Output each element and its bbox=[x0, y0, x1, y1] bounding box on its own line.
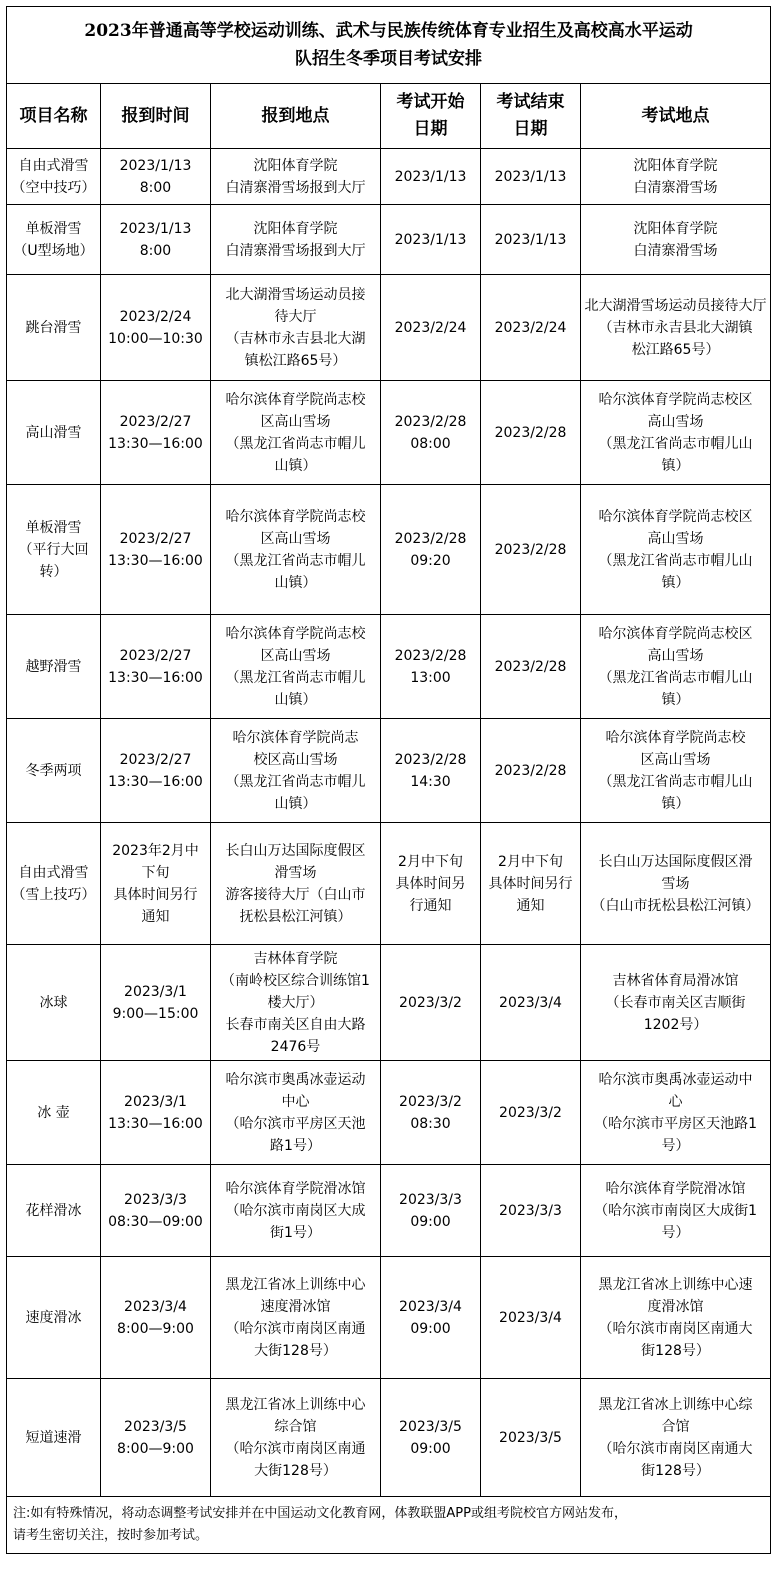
cell-exam-location bbox=[581, 615, 771, 719]
cell-text: 区高山雪场 bbox=[260, 530, 331, 547]
cell-text: 2023/2/27 bbox=[119, 413, 192, 430]
cell-exam-end-date bbox=[481, 719, 581, 823]
cell-project-name bbox=[7, 945, 101, 1061]
cell-text: （黑龙江省尚志市帽儿山 bbox=[598, 552, 753, 569]
header-row bbox=[7, 84, 771, 149]
header-text: 考试开始 bbox=[396, 92, 465, 112]
footnote bbox=[7, 1497, 771, 1554]
cell-exam-start-date bbox=[381, 945, 481, 1061]
cell-text: （平行大回 bbox=[18, 541, 89, 558]
cell-text: 区高山雪场 bbox=[260, 413, 331, 430]
cell-text: 花样滑冰 bbox=[25, 1202, 82, 1219]
cell-text: 镇） bbox=[661, 795, 690, 812]
cell-checkin-time bbox=[101, 485, 211, 615]
cell-text: （黑龙江省尚志市帽儿山 bbox=[598, 435, 753, 452]
cell-text: 09:00 bbox=[410, 1213, 451, 1230]
cell-text: 2023/2/27 bbox=[119, 530, 192, 547]
table-row bbox=[7, 485, 771, 615]
table-row bbox=[7, 1257, 771, 1379]
cell-text: （空中技巧） bbox=[11, 179, 96, 196]
cell-exam-location bbox=[581, 275, 771, 381]
cell-text: 哈尔滨体育学院滑冰馆 bbox=[605, 1180, 746, 1197]
cell-text: 度滑冰馆 bbox=[647, 1298, 704, 1315]
cell-text: 13:30—16:00 bbox=[108, 773, 203, 790]
cell-text: 哈尔滨体育学院尚志 bbox=[232, 729, 359, 746]
header-exam-end-date bbox=[481, 84, 581, 149]
cell-checkin-time bbox=[101, 275, 211, 381]
cell-checkin-location bbox=[211, 615, 381, 719]
cell-text: 2023/3/3 bbox=[399, 1191, 462, 1208]
cell-text: 2023/3/1 bbox=[124, 1093, 187, 1110]
cell-text: 2023/3/4 bbox=[499, 994, 562, 1011]
cell-project-name bbox=[7, 485, 101, 615]
cell-text: 2023/1/13 bbox=[119, 220, 192, 237]
cell-checkin-time bbox=[101, 381, 211, 485]
header-project-name bbox=[7, 84, 101, 149]
cell-text: （哈尔滨市平房区天池路1 bbox=[594, 1115, 757, 1132]
cell-exam-start-date bbox=[381, 275, 481, 381]
cell-exam-start-date bbox=[381, 823, 481, 945]
cell-exam-location bbox=[581, 719, 771, 823]
cell-checkin-time bbox=[101, 1379, 211, 1497]
cell-text: 越野滑雪 bbox=[25, 658, 82, 675]
cell-project-name bbox=[7, 615, 101, 719]
cell-text: 街128号） bbox=[641, 1462, 710, 1479]
cell-text: （雪上技巧） bbox=[11, 886, 96, 903]
cell-project-name bbox=[7, 719, 101, 823]
cell-exam-location bbox=[581, 1165, 771, 1257]
cell-checkin-time bbox=[101, 1257, 211, 1379]
cell-text: 8:00—9:00 bbox=[117, 1320, 194, 1337]
cell-exam-end-date bbox=[481, 1379, 581, 1497]
cell-text: （黑龙江省尚志市帽儿山 bbox=[598, 669, 753, 686]
title-line: 队招生冬季项目考试安排 bbox=[295, 49, 483, 69]
cell-text: 黑龙江省冰上训练中心 bbox=[225, 1276, 366, 1293]
cell-text: 松江路65号） bbox=[631, 341, 720, 358]
cell-text: 2023/2/28 bbox=[494, 541, 567, 558]
cell-text: 2023/1/13 bbox=[394, 231, 467, 248]
cell-project-name bbox=[7, 1379, 101, 1497]
cell-text: 心 bbox=[668, 1093, 683, 1110]
cell-text: （哈尔滨市南岗区南通大 bbox=[598, 1320, 753, 1337]
cell-text: 冰 壶 bbox=[37, 1104, 70, 1121]
cell-text: 高山雪场 bbox=[647, 530, 704, 547]
cell-text: 北大湖滑雪场运动员接 bbox=[225, 286, 366, 303]
cell-text: 13:30—16:00 bbox=[108, 669, 203, 686]
table-row bbox=[7, 823, 771, 945]
cell-text: 冰球 bbox=[39, 994, 68, 1011]
cell-text: 2023/2/28 bbox=[494, 762, 567, 779]
cell-text: 自由式滑雪 bbox=[18, 864, 89, 881]
cell-text: 哈尔滨体育学院尚志校区 bbox=[598, 625, 753, 642]
cell-checkin-location bbox=[211, 1257, 381, 1379]
cell-text: 白清寨滑雪场报到大厅 bbox=[225, 179, 366, 196]
cell-text: 2023/2/28 bbox=[394, 413, 467, 430]
cell-exam-end-date bbox=[481, 1061, 581, 1165]
footnote-line: 注:如有特殊情况，将动态调整考试安排并在中国运动文化教育网，体教联盟APP或组考院校官方网站发布， bbox=[13, 1506, 627, 1521]
table-row bbox=[7, 1379, 771, 1497]
cell-checkin-location bbox=[211, 945, 381, 1061]
header-text: 考试地点 bbox=[641, 105, 710, 126]
cell-text: 吉林体育学院 bbox=[253, 950, 338, 967]
cell-exam-start-date bbox=[381, 149, 481, 205]
cell-text: 2023/1/13 bbox=[494, 168, 567, 185]
table-row bbox=[7, 205, 771, 275]
cell-checkin-time bbox=[101, 615, 211, 719]
cell-text: 单板滑雪 bbox=[25, 220, 82, 237]
cell-text: 哈尔滨体育学院尚志校 bbox=[225, 625, 366, 642]
cell-text: 8:00 bbox=[139, 179, 172, 196]
cell-text: 沈阳体育学院 bbox=[633, 157, 718, 174]
cell-text: 吉林省体育局滑冰馆 bbox=[612, 972, 739, 989]
header-text: 报到地点 bbox=[261, 105, 330, 126]
cell-checkin-location bbox=[211, 1061, 381, 1165]
cell-text: 2023/2/28 bbox=[394, 751, 467, 768]
cell-text: （哈尔滨市南岗区南通 bbox=[225, 1440, 366, 1457]
table-row bbox=[7, 1165, 771, 1257]
cell-text: 镇松江路65号） bbox=[244, 352, 347, 369]
cell-exam-location bbox=[581, 205, 771, 275]
cell-checkin-time bbox=[101, 719, 211, 823]
cell-text: 通知 bbox=[516, 897, 545, 914]
cell-exam-end-date bbox=[481, 149, 581, 205]
cell-text: 跳台滑雪 bbox=[25, 319, 82, 336]
cell-exam-end-date bbox=[481, 1165, 581, 1257]
cell-text: 速度滑冰 bbox=[25, 1309, 82, 1326]
cell-exam-end-date bbox=[481, 205, 581, 275]
header-text: 报到时间 bbox=[121, 105, 190, 126]
cell-text: 中心 bbox=[281, 1093, 310, 1110]
cell-text: 区高山雪场 bbox=[640, 751, 711, 768]
cell-text: （白山市抚松县松江河镇） bbox=[591, 897, 760, 914]
cell-text: （南岭校区综合训练馆1 bbox=[221, 972, 370, 989]
cell-text: 短道速滑 bbox=[25, 1429, 82, 1446]
cell-checkin-time bbox=[101, 205, 211, 275]
header-checkin-time bbox=[101, 84, 211, 149]
cell-text: 09:00 bbox=[410, 1320, 451, 1337]
table-row bbox=[7, 719, 771, 823]
cell-text: 白清寨滑雪场报到大厅 bbox=[225, 242, 366, 259]
cell-text: 1202号） bbox=[643, 1016, 708, 1033]
cell-text: 大街128号） bbox=[254, 1462, 337, 1479]
header-text: 考试结束 bbox=[496, 92, 565, 112]
cell-project-name bbox=[7, 1061, 101, 1165]
cell-text: （哈尔滨市南岗区大成 bbox=[225, 1202, 366, 1219]
cell-exam-start-date bbox=[381, 1061, 481, 1165]
cell-text: （长春市南关区吉顺街 bbox=[605, 994, 746, 1011]
cell-exam-location bbox=[581, 485, 771, 615]
cell-text: 具体时间另行 bbox=[113, 886, 198, 903]
cell-text: 2023/3/1 bbox=[124, 983, 187, 1000]
cell-exam-start-date bbox=[381, 381, 481, 485]
cell-text: 哈尔滨体育学院尚志校 bbox=[605, 729, 746, 746]
cell-project-name bbox=[7, 205, 101, 275]
header-text: 项目名称 bbox=[19, 105, 88, 126]
cell-text: 2023/2/27 bbox=[119, 751, 192, 768]
header-checkin-location bbox=[211, 84, 381, 149]
cell-text: 区高山雪场 bbox=[260, 647, 331, 664]
cell-project-name bbox=[7, 1257, 101, 1379]
cell-text: 抚松县松江河镇） bbox=[239, 908, 352, 925]
cell-exam-start-date bbox=[381, 615, 481, 719]
cell-text: 街128号） bbox=[641, 1342, 710, 1359]
cell-text: 行通知 bbox=[409, 897, 452, 914]
cell-text: （吉林市永吉县北大湖镇 bbox=[598, 319, 753, 336]
cell-text: 2月中下旬 bbox=[398, 853, 463, 870]
cell-exam-location bbox=[581, 945, 771, 1061]
cell-text: 哈尔滨体育学院尚志校区 bbox=[598, 391, 753, 408]
cell-text: 13:00 bbox=[410, 669, 451, 686]
cell-text: （黑龙江省尚志市帽儿 bbox=[225, 669, 366, 686]
cell-text: 2023/1/13 bbox=[119, 157, 192, 174]
cell-project-name bbox=[7, 149, 101, 205]
cell-checkin-time bbox=[101, 149, 211, 205]
cell-text: 2023/3/2 bbox=[499, 1104, 562, 1121]
cell-text: 08:30 bbox=[410, 1115, 451, 1132]
cell-exam-start-date bbox=[381, 1165, 481, 1257]
cell-checkin-location bbox=[211, 485, 381, 615]
cell-text: 路1号） bbox=[270, 1137, 321, 1154]
cell-text: 合馆 bbox=[661, 1418, 690, 1435]
cell-text: 长春市南关区自由大路 bbox=[225, 1016, 366, 1033]
cell-text: 山镇） bbox=[274, 795, 317, 812]
cell-text: 速度滑冰馆 bbox=[260, 1298, 331, 1315]
cell-exam-location bbox=[581, 1061, 771, 1165]
page-title bbox=[7, 7, 771, 84]
cell-text: 街1号） bbox=[270, 1224, 321, 1241]
cell-text: 白清寨滑雪场 bbox=[633, 242, 718, 259]
cell-text: 10:00—10:30 bbox=[108, 330, 203, 347]
cell-exam-start-date bbox=[381, 485, 481, 615]
cell-project-name bbox=[7, 381, 101, 485]
header-text: 日期 bbox=[513, 119, 548, 139]
cell-text: 2023/3/4 bbox=[399, 1298, 462, 1315]
cell-text: （U型场地） bbox=[13, 242, 94, 259]
cell-text: 黑龙江省冰上训练中心 bbox=[225, 1396, 366, 1413]
cell-checkin-time bbox=[101, 945, 211, 1061]
cell-exam-location bbox=[581, 149, 771, 205]
cell-text: （黑龙江省尚志市帽儿 bbox=[225, 435, 366, 452]
cell-text: 沈阳体育学院 bbox=[253, 157, 338, 174]
cell-text: 下旬 bbox=[141, 864, 170, 881]
cell-text: 13:30—16:00 bbox=[108, 552, 203, 569]
cell-exam-start-date bbox=[381, 1379, 481, 1497]
cell-text: 哈尔滨体育学院尚志校 bbox=[225, 391, 366, 408]
cell-text: 单板滑雪 bbox=[25, 519, 82, 536]
cell-text: 2023/2/28 bbox=[394, 647, 467, 664]
cell-text: 镇） bbox=[661, 574, 690, 591]
cell-text: 09:20 bbox=[410, 552, 451, 569]
cell-text: 哈尔滨市奥禹冰壶运动 bbox=[225, 1071, 366, 1088]
cell-text: 通知 bbox=[141, 908, 170, 925]
header-exam-start-date bbox=[381, 84, 481, 149]
cell-text: （哈尔滨市南岗区大成街1 bbox=[594, 1202, 757, 1219]
cell-exam-start-date bbox=[381, 205, 481, 275]
cell-text: 2476号 bbox=[270, 1038, 321, 1055]
cell-text: 山镇） bbox=[274, 457, 317, 474]
cell-text: 黑龙江省冰上训练中心综 bbox=[598, 1396, 753, 1413]
cell-text: 高山滑雪 bbox=[25, 424, 82, 441]
cell-text: 2023年2月中 bbox=[112, 842, 199, 859]
cell-checkin-location bbox=[211, 205, 381, 275]
cell-exam-end-date bbox=[481, 945, 581, 1061]
table-row bbox=[7, 945, 771, 1061]
footnote-line: 请考生密切关注，按时参加考试。 bbox=[13, 1528, 209, 1543]
cell-exam-end-date bbox=[481, 485, 581, 615]
cell-text: 2023/2/24 bbox=[394, 319, 467, 336]
cell-text: 2023/2/28 bbox=[394, 530, 467, 547]
cell-text: 待大厅 bbox=[274, 308, 317, 325]
cell-text: 2月中下旬 bbox=[498, 853, 563, 870]
cell-text: 自由式滑雪 bbox=[18, 157, 89, 174]
cell-exam-start-date bbox=[381, 719, 481, 823]
cell-exam-location bbox=[581, 381, 771, 485]
cell-checkin-location bbox=[211, 823, 381, 945]
cell-text: 2023/3/4 bbox=[499, 1309, 562, 1326]
cell-text: 高山雪场 bbox=[647, 647, 704, 664]
cell-text: 白清寨滑雪场 bbox=[633, 179, 718, 196]
cell-exam-end-date bbox=[481, 1257, 581, 1379]
table-row bbox=[7, 615, 771, 719]
cell-text: 14:30 bbox=[410, 773, 451, 790]
cell-project-name bbox=[7, 275, 101, 381]
cell-text: 2023/3/2 bbox=[399, 1093, 462, 1110]
cell-checkin-location bbox=[211, 381, 381, 485]
cell-text: 2023/3/3 bbox=[499, 1202, 562, 1219]
cell-text: 山镇） bbox=[274, 574, 317, 591]
cell-text: 大街128号） bbox=[254, 1342, 337, 1359]
schedule-sheet bbox=[6, 6, 770, 1572]
cell-text: 具体时间另 bbox=[395, 875, 466, 892]
cell-text: 哈尔滨市奥禹冰壶运动中 bbox=[598, 1071, 753, 1088]
cell-text: 2023/1/13 bbox=[394, 168, 467, 185]
cell-text: 镇） bbox=[661, 691, 690, 708]
table-row bbox=[7, 149, 771, 205]
table-row bbox=[7, 1061, 771, 1165]
cell-checkin-time bbox=[101, 823, 211, 945]
cell-text: 8:00—9:00 bbox=[117, 1440, 194, 1457]
cell-checkin-location bbox=[211, 275, 381, 381]
cell-text: 长白山万达国际度假区 bbox=[225, 842, 366, 859]
cell-text: 具体时间另行 bbox=[488, 875, 573, 892]
cell-text: 转） bbox=[39, 563, 68, 580]
cell-exam-start-date bbox=[381, 1257, 481, 1379]
cell-text: 黑龙江省冰上训练中心速 bbox=[598, 1276, 753, 1293]
cell-text: 2023/3/5 bbox=[399, 1418, 462, 1435]
cell-text: 13:30—16:00 bbox=[108, 435, 203, 452]
cell-checkin-location bbox=[211, 1379, 381, 1497]
cell-text: （哈尔滨市南岗区南通大 bbox=[598, 1440, 753, 1457]
cell-text: 北大湖滑雪场运动员接待大厅 bbox=[584, 297, 767, 314]
cell-text: 楼大厅） bbox=[267, 994, 324, 1011]
cell-text: （吉林市永吉县北大湖 bbox=[225, 330, 366, 347]
cell-text: 雪场 bbox=[661, 875, 690, 892]
cell-text: 长白山万达国际度假区滑 bbox=[598, 853, 753, 870]
cell-text: （黑龙江省尚志市帽儿 bbox=[225, 552, 366, 569]
cell-text: 08:30—09:00 bbox=[108, 1213, 203, 1230]
cell-text: 号） bbox=[661, 1224, 690, 1241]
cell-text: 游客接待大厅（白山市 bbox=[225, 886, 366, 903]
cell-exam-end-date bbox=[481, 275, 581, 381]
exam-schedule-table bbox=[6, 6, 771, 1554]
cell-exam-end-date bbox=[481, 823, 581, 945]
cell-text: 镇） bbox=[661, 457, 690, 474]
cell-text: （哈尔滨市南岗区南通 bbox=[225, 1320, 366, 1337]
cell-exam-end-date bbox=[481, 381, 581, 485]
cell-text: 13:30—16:00 bbox=[108, 1115, 203, 1132]
header-exam-location bbox=[581, 84, 771, 149]
cell-exam-end-date bbox=[481, 615, 581, 719]
cell-checkin-location bbox=[211, 719, 381, 823]
cell-checkin-time bbox=[101, 1061, 211, 1165]
cell-text: 2023/3/2 bbox=[399, 994, 462, 1011]
cell-checkin-time bbox=[101, 1165, 211, 1257]
cell-text: 号） bbox=[661, 1137, 690, 1154]
cell-text: （哈尔滨市平房区天池 bbox=[225, 1115, 366, 1132]
cell-text: （黑龙江省尚志市帽儿 bbox=[225, 773, 366, 790]
cell-exam-location bbox=[581, 823, 771, 945]
cell-checkin-location bbox=[211, 149, 381, 205]
header-text: 日期 bbox=[413, 119, 448, 139]
cell-text: 沈阳体育学院 bbox=[633, 220, 718, 237]
cell-project-name bbox=[7, 1165, 101, 1257]
cell-text: 山镇） bbox=[274, 691, 317, 708]
cell-text: 2023/2/28 bbox=[494, 424, 567, 441]
cell-text: 08:00 bbox=[410, 435, 451, 452]
cell-text: 2023/3/3 bbox=[124, 1191, 187, 1208]
cell-text: 哈尔滨体育学院尚志校区 bbox=[598, 508, 753, 525]
cell-text: 9:00—15:00 bbox=[112, 1005, 199, 1022]
cell-text: 2023/3/4 bbox=[124, 1298, 187, 1315]
cell-text: 2023/3/5 bbox=[499, 1429, 562, 1446]
table-row bbox=[7, 381, 771, 485]
cell-text: 2023/3/5 bbox=[124, 1418, 187, 1435]
cell-exam-location bbox=[581, 1379, 771, 1497]
cell-text: 校区高山雪场 bbox=[253, 751, 338, 768]
cell-text: 2023/2/24 bbox=[494, 319, 567, 336]
cell-text: 2023/2/27 bbox=[119, 647, 192, 664]
cell-text: 高山雪场 bbox=[647, 413, 704, 430]
cell-text: （黑龙江省尚志市帽儿山 bbox=[598, 773, 753, 790]
cell-text: 8:00 bbox=[139, 242, 172, 259]
cell-text: 沈阳体育学院 bbox=[253, 220, 338, 237]
cell-checkin-location bbox=[211, 1165, 381, 1257]
cell-text: 2023/2/28 bbox=[494, 658, 567, 675]
cell-text: 综合馆 bbox=[274, 1418, 317, 1435]
cell-text: 2023/2/24 bbox=[119, 308, 192, 325]
cell-text: 哈尔滨体育学院滑冰馆 bbox=[225, 1180, 366, 1197]
cell-project-name bbox=[7, 823, 101, 945]
cell-text: 滑雪场 bbox=[274, 864, 317, 881]
cell-text: 冬季两项 bbox=[25, 762, 82, 779]
cell-text: 哈尔滨体育学院尚志校 bbox=[225, 508, 366, 525]
title-line: 2023年普通高等学校运动训练、武术与民族传统体育专业招生及高校高水平运动 bbox=[84, 21, 693, 41]
cell-text: 2023/1/13 bbox=[494, 231, 567, 248]
cell-text: 09:00 bbox=[410, 1440, 451, 1457]
cell-exam-location bbox=[581, 1257, 771, 1379]
table-row bbox=[7, 275, 771, 381]
